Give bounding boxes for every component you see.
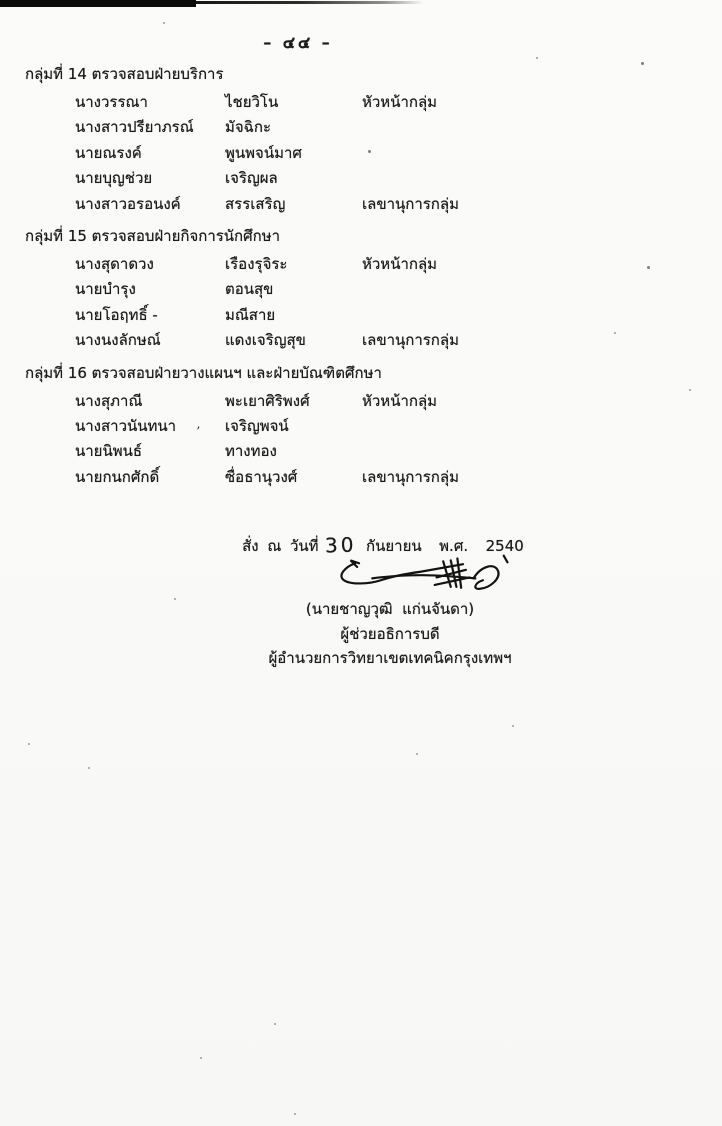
member-row	[75, 192, 710, 217]
member-role	[362, 166, 710, 191]
member-last-name: ไชยวิโน	[225, 93, 279, 111]
member-row	[75, 277, 710, 302]
member-first-name: นายโอฤทธิ์ -	[75, 305, 158, 324]
group-14	[25, 62, 710, 217]
page-number: – ๔๔ –	[263, 33, 333, 52]
signer-name: (นายชาญวุฒิ แก่นจันดา)	[305, 600, 475, 618]
signer-block	[240, 597, 540, 671]
member-role	[362, 141, 710, 166]
group-15-header: กลุ่มที่ 15 ตรวจสอบฝ่ายกิจการนักศึกษา	[25, 227, 281, 246]
member-role	[362, 303, 710, 328]
scan-noise-speck	[163, 22, 165, 24]
member-first-name: นายณรงค์	[75, 143, 142, 162]
member-role: เลขานุการกลุ่ม	[362, 331, 459, 350]
member-first-name: นางสุดาดวง	[75, 255, 154, 274]
member-role: หัวหน้ากลุ่ม	[362, 93, 438, 111]
member-first-name: นางนงลักษณ์	[75, 331, 161, 350]
order-date-suffix: กันยายน พ.ศ. 2540	[366, 537, 524, 555]
scan-noise-speck	[647, 266, 650, 269]
scan-noise-speck	[274, 1023, 276, 1025]
member-first-name: นางสาวอรอนงค์	[75, 194, 181, 213]
member-first-name: นายบำรุง	[75, 280, 136, 299]
member-last-name: ทางทอง	[225, 442, 277, 461]
signer-title-1: ผู้ช่วยอธิการบดี	[340, 624, 440, 643]
handwritten-day: 30	[324, 532, 357, 558]
group-16	[25, 361, 710, 491]
member-row	[75, 414, 710, 439]
member-role	[362, 414, 710, 439]
member-role	[362, 439, 710, 464]
member-row	[75, 115, 710, 140]
member-last-name: มัจฉิกะ	[225, 118, 272, 137]
member-last-name: เจริญผล	[225, 169, 278, 188]
scan-noise-speck	[536, 57, 538, 59]
scan-artifact-bar-tail	[150, 1, 424, 4]
member-last-name: พะเยาศิริพงศ์	[225, 391, 310, 410]
member-first-name: นายนิพนธ์	[75, 442, 143, 461]
handwritten-signature	[328, 550, 513, 602]
member-role: เลขานุการกลุ่ม	[362, 194, 459, 213]
member-first-name: นางสุภาณี	[75, 391, 143, 410]
group-16-header: กลุ่มที่ 16 ตรวจสอบฝ่ายวางแผนฯ และฝ่ายบัณฑิตศึกษา	[25, 363, 382, 382]
member-first-name: นางวรรณา	[75, 93, 148, 111]
member-last-name: เจริญพจน์	[225, 417, 289, 436]
scan-noise-speck	[294, 1113, 296, 1115]
member-role: หัวหน้ากลุ่ม	[362, 391, 438, 410]
scan-noise-speck	[689, 389, 691, 391]
member-last-name: ตอนสุข	[225, 280, 274, 299]
member-last-name: สรรเสริญ	[225, 194, 286, 213]
member-last-name: มณีสาย	[225, 305, 276, 324]
scan-noise-speck	[416, 753, 418, 755]
member-row	[75, 303, 710, 328]
member-first-name: นายบุญช่วย	[75, 169, 153, 188]
scan-noise-speck	[200, 1057, 202, 1059]
member-row	[75, 389, 710, 414]
member-last-name: ซื่อธานุวงศ์	[225, 467, 298, 486]
scan-noise-speck	[368, 150, 371, 153]
member-role: เลขานุการกลุ่ม	[362, 467, 459, 486]
scan-noise-speck	[512, 725, 514, 727]
member-first-name: นายกนกศักดิ์	[75, 467, 160, 486]
group-15	[25, 224, 710, 354]
group-list	[25, 62, 710, 497]
scan-noise-speck	[614, 332, 616, 334]
scan-noise-speck	[28, 743, 30, 745]
scan-noise-speck	[174, 598, 176, 600]
member-row	[75, 166, 710, 191]
scan-noise-mark: ,	[196, 416, 202, 432]
member-row	[75, 90, 710, 115]
member-row	[75, 141, 710, 166]
scan-noise-speck	[88, 767, 90, 769]
member-row	[75, 252, 710, 277]
member-last-name: แดงเจริญสุข	[225, 331, 306, 350]
member-last-name: เรืองรุจิระ	[225, 255, 288, 274]
member-first-name: นางสาวปรียาภรณ์	[75, 118, 194, 137]
signer-title-2: ผู้อำนวยการวิทยาเขตเทคนิคกรุงเทพฯ	[268, 649, 512, 667]
member-last-name: พูนพจน์มาศ	[225, 143, 302, 162]
member-row	[75, 465, 710, 490]
scan-noise-speck	[641, 62, 644, 65]
member-row	[75, 439, 710, 464]
group-14-header: กลุ่มที่ 14 ตรวจสอบฝ่ายบริการ	[25, 65, 224, 83]
member-role	[362, 115, 710, 140]
member-role: หัวหน้ากลุ่ม	[362, 255, 438, 274]
order-date-prefix: สั่ง ณ วันที่	[242, 537, 319, 555]
member-first-name: นางสาวนันทนา	[75, 417, 177, 436]
member-role	[362, 277, 710, 302]
